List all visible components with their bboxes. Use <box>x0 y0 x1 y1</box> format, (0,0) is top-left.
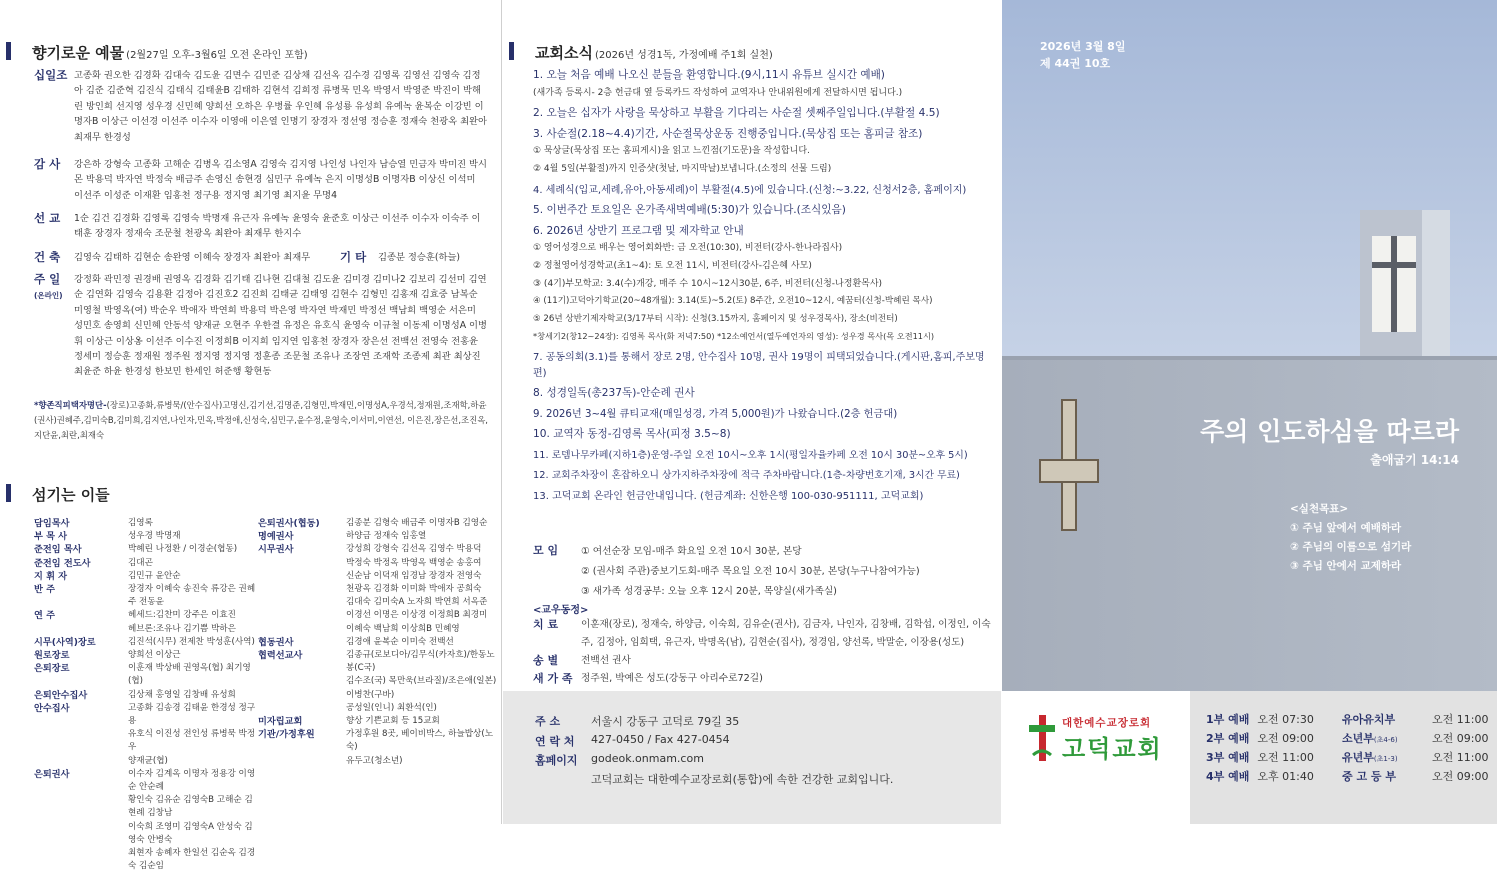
issue-date: 2026년 3월 8일 <box>1040 40 1126 53</box>
staff-role <box>258 609 346 622</box>
news-item: 7. 공동의회(3.1)를 통해서 장로 2명, 안수집사 10명, 권사 19명이 피택되었습니다.(게시판,홈피,주보명편) <box>533 351 985 379</box>
staff-names: 김민규 윤안순 <box>128 570 181 581</box>
staff-role <box>258 675 346 701</box>
news-sub-item: ④ (11기)고덕아기학교(20~48개월): 3.14(토)~5.2(토) 8주간, 오전10~12시, 예꿈터(신청-박혜린 목사) <box>533 296 933 307</box>
offering-group-tithe: 십일조 고종화 권오한 김경화 김대숙 김도윤 김면수 김민준 김상채 김선옥 김수경 김영록 김영선 김영숙 김정아 김준 김준혁 김진식 김태식 김태윤B 김태하 김현석 김희정 류병묵 민옥 박영서 박영준 박진이 박해린 방인희 선지영 성우경 신민혜 양희선 오하은 우병률 우인혜 유성룡 유성희 유예녹 윤복순 이강빈 이명자B 이상근 이선경 이선주 이수자 이영애 이은열 인명기 장경자 정선영 정승훈 정재숙 천광옥 최완아 최재무 한경성 <box>34 68 488 143</box>
church-cross-logo-icon <box>1029 715 1055 761</box>
staff-names: 헤세드:김찬미 강주은 이효진 <box>128 610 236 621</box>
staff-names: 양재균(협) <box>128 755 168 766</box>
staff-names: 박혜린 나정환 / 이경순(협동) <box>128 544 238 555</box>
staff-names: 김대숙 김미숙A 노자희 박연희 서옥준 <box>346 597 488 608</box>
church-name: 고덕교회 <box>1062 735 1163 763</box>
staff-row <box>258 649 498 675</box>
staff-row <box>34 821 260 847</box>
staff-names: 이수자 김계옥 이명자 정용강 이영순 안순례 <box>128 768 256 793</box>
news-item: 6. 2026년 상반기 프로그램 및 제자학교 안내 <box>533 224 744 237</box>
staff-names: 김경애 윤복순 이미숙 전백선 <box>346 636 454 647</box>
staff-role: 지 휘 자 <box>34 570 68 582</box>
news-sub-item: ① 영어성경으로 배우는 영어회화반: 금 오전(10:30), 비전터(강사-한나라집사) <box>533 243 843 254</box>
staff-heading: 섬기는 이들 <box>32 484 110 505</box>
cover-verse: 출애굽기 14:14 <box>1370 453 1459 467</box>
school-time: 소년부(초4-6) 오전 09:00 <box>1342 732 1489 745</box>
staff-names: 유두고(청소년) <box>346 755 403 766</box>
meetings-label: 모 임 <box>533 544 559 557</box>
staff-role <box>34 821 128 847</box>
news-item: 4. 세례식(입교,세례,유아,아동세례)이 부활절(4.5)에 있습니다.(신청:~3.22, 신청서2층, 홈페이지) <box>533 184 967 196</box>
staff-row <box>258 609 498 622</box>
staff-names: 이숙희 조영미 김영숙A 안성숙 김영숙 안병숙 <box>128 821 253 845</box>
heading-bar <box>509 42 514 60</box>
school-time: 유년부(초1-3) 오전 11:00 <box>1342 751 1489 764</box>
staff-names: 김진석(시무) 전제찬 박성훈(사역) <box>128 636 255 647</box>
church-logo <box>1002 691 1190 824</box>
staff-names: 유호식 이진성 전인성 류병묵 박정우 <box>128 729 256 753</box>
staff-row <box>258 570 498 583</box>
staff-names: 김대곤 <box>128 557 153 568</box>
staff-right-list <box>258 517 498 768</box>
staff-role <box>34 794 128 820</box>
news-item: 11. 로뎀나무카페(지하1층)운영-주일 오전 10시~오후 1시(평일자율카페 오전 10시 30분~오후 5시) <box>533 449 968 461</box>
news-item: 1. 오늘 처음 예배 나오신 분들을 환영합니다.(9시,11시 유튜브 실시간 예배) <box>533 69 885 81</box>
news-sub-item: ⑤ 26년 상반기제자학교(3/17부터 시작): 신청(3.15까지, 홈페이지 및 성우경목사), 장소(비전터) <box>533 313 898 324</box>
staff-row <box>34 557 260 570</box>
staff-row <box>34 662 260 688</box>
staff-role <box>258 583 346 596</box>
honor-list: *향존직피택자명단-(장로)고종화,류병묵/(안수집사)고명신,김기선,김명준,김형민,박재민,이명성A,우경석,정재원,조재학,하윤 (권사)권혜주,김미숙B,김미희,김지연,나인자,민옥,박정애,신성숙,심민구,윤수정,윤영숙,이서미,이연선, 이은진,장은선,조진옥,지단윤,최란,최재숙 <box>34 400 488 440</box>
staff-role: 반 주 <box>34 584 55 596</box>
issue-info <box>1040 38 1125 72</box>
issue-volume: 제 44권 10호 <box>1040 57 1111 70</box>
staff-names: 김상채 홍영일 김창배 유성희 <box>128 689 236 700</box>
staff-row <box>34 609 260 622</box>
heading-bar <box>6 42 11 60</box>
staff-names: 김수조(국) 목만욱(브라질)/조은애(일본) 이병찬(구바) <box>346 676 497 700</box>
staff-names: 이훈재 박상배 권영옥(협) 최기영(협) <box>128 663 251 687</box>
chapel-illustration <box>1002 0 1497 691</box>
staff-names: 김종규(로보디아/김무식(카자흐)/한동노봉(C국) <box>346 650 495 674</box>
staff-row <box>34 543 260 556</box>
staff-names: 김종분 김형숙 배금주 이명자B 김영순 <box>346 518 488 528</box>
staff-names: 가정후원 8곳, 베이비박스, 하늘밥상(노숙) <box>346 729 494 753</box>
offering-group-sunday: 주 일 (온라인) 강정화 곽민정 권경배 권영옥 김경화 김기태 김나현 김대철 김도윤 김미경 김미나2 김보리 김선미 김연순 김연화 김영숙 김용환 김정아 김진호2 김진희 김태균 김태영 김현수 김형민 김홍재 김효중 남복순 미영철 박영옥(여) 박순우 박애자 박연희 박용덕 박은영 박자연 박재민 박정선 백남희 백영순 서은미 성민호 송영희 신민혜 안동석 양재균 오현주 우한결 유정은 유호식 윤영숙 이규철 이동제 이명성A 이병휘 이상근 이상옹 이선주 이수진 이정희B 이지희 임지연 임홍천 장경자 장은선 전백선 전영숙 전홍윤 정세미 정승훈 정재원 정주원 정지영 정지영 정훈종 조문철 조유나 조장연 조재학 조종제 최관 최상진 최윤준 하윤 한경성 한보민 한세인 허준행 황현동 <box>34 272 487 378</box>
staff-row <box>34 702 260 728</box>
staff-role <box>258 755 346 768</box>
service-times <box>1190 691 1497 824</box>
staff-role: 협동권사 <box>258 636 294 648</box>
service-time: 2부 예배 오전 09:00 <box>1206 732 1314 745</box>
offerings-panel <box>0 0 502 872</box>
news-item: 13. 고덕교회 온라인 헌금안내입니다. (헌금계좌: 신한은행 100-030-951111, 고덕교회) <box>533 491 924 503</box>
staff-names: 헤브론:조유나 김기쁨 박하은 <box>128 623 236 634</box>
news-panel <box>503 0 1001 824</box>
staff-role <box>34 755 128 768</box>
staff-names: 고종화 김송경 김태윤 한경성 정구용 <box>128 702 256 727</box>
staff-names: 최현자 송혜자 한일선 김순옥 김경숙 김순임 <box>128 848 256 872</box>
news-item: 12. 교회주차장이 혼잡하오니 상가지하주차장에 적극 주차바랍니다.(1층-차량번호기재, 3시간 무료) <box>533 470 960 482</box>
staff-row <box>34 755 260 768</box>
staff-row <box>258 755 498 768</box>
news-item: 10. 교역자 동정-김영록 목사(피정 3.5~8) <box>533 428 731 441</box>
news-sub-item: ③ (4기)부모학교: 3.4(수)개강, 매주 수 10시~12시30분, 6주, 비전터(신청-나정환목사) <box>533 278 883 289</box>
staff-left-list <box>34 517 260 873</box>
staff-row <box>34 583 260 609</box>
staff-row <box>258 583 498 596</box>
cover-panel <box>1002 0 1497 824</box>
staff-names: 공성일(인니) 최환석(인) <box>346 702 437 713</box>
staff-row <box>34 570 260 583</box>
news-item: 2. 오늘은 십자가 사랑을 묵상하고 부활을 기다리는 사순절 셋째주일입니다.(부활절 4.5) <box>533 107 940 120</box>
staff-names: 황인숙 김유순 김영숙B 고해순 김현례 김창남 <box>128 795 253 819</box>
staff-role: 시무권사 <box>258 544 294 556</box>
staff-row <box>34 623 260 636</box>
staff-names: 양희선 이상근 <box>128 650 181 661</box>
staff-role: 명예권사 <box>258 531 294 543</box>
staff-role <box>258 702 346 715</box>
staff-role: 준전임 목사 <box>34 544 82 556</box>
staff-names: 하양금 정재숙 임홍열 <box>346 531 427 542</box>
members-heading: <교우동정> <box>533 605 589 616</box>
school-time: 중 고 등 부 오전 09:00 <box>1342 770 1489 783</box>
offering-group-other: 기 타 김종분 정승훈(하늘) <box>340 250 461 264</box>
offering-group-mission: 선 교 1순 김건 김경화 김영록 김영숙 박명재 유근자 유예녹 윤영숙 윤준호 이상근 이선주 이수자 이숙주 이태훈 장경자 정재숙 조문철 천광옥 최완아 최재무 한지수 <box>34 211 481 240</box>
staff-role <box>34 623 128 636</box>
staff-row <box>258 543 498 556</box>
staff-names: 성우경 박명재 <box>128 531 181 542</box>
cover-photo <box>1002 0 1497 691</box>
staff-row <box>34 689 260 702</box>
staff-names: 이혜숙 백남희 이상희B 민혜영 <box>346 623 460 634</box>
homepage-link[interactable]: godeok.onmam.com <box>591 752 704 765</box>
offerings-subtitle: (2월27일 오후-3월6일 오전 온라인 포함) <box>126 50 308 61</box>
news-note: (새가족 등록시- 2층 헌금대 옆 등록카드 작성하여 교역자나 안내위원에게 전달하시면 됩니다.) <box>533 87 903 98</box>
school-time: 유아유치부 오전 11:00 <box>1342 713 1489 726</box>
staff-role <box>34 847 128 873</box>
staff-role <box>258 570 346 583</box>
staff-role: 미자립교회 <box>258 716 303 728</box>
cover-theme: 주의 인도하심을 따르라 <box>1200 417 1459 446</box>
service-time: 4부 예배 오후 01:40 <box>1206 770 1314 783</box>
news-item: 5. 이번주간 토요일은 온가족새벽예배(5:30)가 있습니다.(조식있음) <box>533 204 846 217</box>
staff-role: 기관/가정후원 <box>258 729 315 741</box>
staff-role: 은퇴안수집사 <box>34 689 88 701</box>
news-item: 9. 2026년 3~4월 큐티교재(매일성경, 가격 5,000원)가 나왔습니다.(2층 헌금대) <box>533 408 898 420</box>
staff-row <box>258 675 498 701</box>
staff-role: 담임목사 <box>34 518 70 529</box>
staff-row <box>34 636 260 649</box>
staff-role <box>258 557 346 570</box>
staff-row <box>34 847 260 873</box>
church-info: 주 소 서울시 강동구 고덕로 79길 35 연 락 처 427-0450 / Fax 427-0454 홈페이지 godeok.onmam.com 고덕교회는 대한예수교장로회(통합)에 속한 건강한 교회입니다. <box>503 691 1001 824</box>
news-sub-item: *창세기2(창12~24장): 김영록 목사(화 저녁7:50) *12소예언서(열두예언자의 영성): 성우경 목사(목 오전11시) <box>533 331 935 342</box>
online-sublabel: (온라인) <box>34 291 63 300</box>
staff-row <box>34 530 260 543</box>
staff-names: 신순남 이덕재 임경남 장경자 전영숙 <box>346 570 482 581</box>
staff-row <box>258 530 498 543</box>
offerings-heading: 향기로운 예물 (2월27일 오후-3월6일 오전 온라인 포함) <box>32 42 308 63</box>
staff-role: 원로장로 <box>34 650 70 662</box>
staff-names: 향상 기쁜교회 등 15교회 <box>346 716 440 727</box>
staff-row <box>258 517 498 530</box>
staff-row <box>258 623 498 636</box>
staff-row <box>258 596 498 609</box>
staff-names: 강성희 강형숙 김선옥 김영수 박용덕 <box>346 544 482 555</box>
staff-names: 김영록 <box>128 518 153 528</box>
news-heading: 교회소식 (2026년 성경1독, 가정예배 주1회 실천) <box>535 42 773 63</box>
staff-role: 시무(사역)장로 <box>34 636 96 648</box>
staff-row <box>34 728 260 754</box>
staff-row <box>258 636 498 649</box>
staff-row <box>258 557 498 570</box>
denomination-name: 대한예수교장로회 <box>1062 717 1152 729</box>
staff-role: 준전임 전도사 <box>34 557 91 569</box>
staff-role: 은퇴장로 <box>34 663 70 675</box>
news-item: 8. 성경일독(총237독)-안순례 권사 <box>533 387 695 400</box>
news-sub-item: ② 정철영어성경학교(초1~4): 토 오전 11시, 비전터(강사-김은혜 사모) <box>533 260 812 271</box>
news-sub-item: ① 묵상글(묵상집 또는 홈피게시)을 읽고 느낀점(기도문)을 작성합니다. <box>533 146 810 157</box>
member-news: 치 료 이훈재(장로), 정재숙, 하양금, 이숙희, 김유순(권사), 김금자, 나인자, 김창배, 김학섭, 이정인, 이숙주, 김정아, 임희택, 유근자, 박명옥(남), 김현순(집사), 정경임, 양선록, 박말순, 이장용(성도) 송 별 전백선 권사 새 가 족 정주원, 박예은 성도(강동구 아리수로72길) <box>533 618 991 685</box>
staff-role <box>258 596 346 609</box>
meetings: 모 임 ① 여선순장 모임-매주 화요일 오전 10시 30분, 본당 ② (권사회 주관)중보기도회-매주 목요일 오전 10시 30분, 본당(누구나참여가능) ③ 새가족 성경공부: 오늘 오후 12시 20분, 목양실(새가족실) <box>533 541 993 601</box>
staff-row <box>34 517 260 530</box>
service-time: 1부 예배 오전 07:30 <box>1206 713 1314 726</box>
staff-role: 은퇴권사(협동) <box>258 518 320 529</box>
staff-role: 은퇴권사 <box>34 768 70 780</box>
staff-row <box>258 702 498 715</box>
staff-row <box>258 715 498 728</box>
staff-names: 천광옥 김경화 이미화 박애자 공희숙 <box>346 584 482 595</box>
news-sub-item: ② 4월 5일(부활절)까지 인증샷(첫날, 마지막날)보냅니다.(소정의 선물 드림) <box>533 163 832 174</box>
staff-names: 이경선 이명은 이상경 이정희B 최경미 <box>346 610 488 621</box>
news-list <box>533 68 993 510</box>
offering-group-thanks: 감 사 강은하 강형숙 고종화 고해순 김병옥 김소영A 김영숙 김지영 나인성 나인자 남승열 민금자 박미진 박시몬 박용덕 박자연 박정숙 배금주 손영신 송현경 심민구 유예녹 은지 이명성B 이명자B 이상신 이석미 이선주 이성준 이재환 임홍천 정구용 정지영 최기영 최지윤 무명4 <box>34 157 487 201</box>
staff-row <box>34 768 260 794</box>
offering-group-building: 건 축 김영숙 김태하 김현순 송완영 이혜숙 장경자 최완아 최재무 <box>34 250 311 264</box>
staff-row <box>34 794 260 820</box>
staff-names: 박정숙 박정옥 박영옥 백영순 송홍여 <box>346 557 482 568</box>
news-subtitle: (2026년 성경1독, 가정예배 주1회 실천) <box>594 50 773 61</box>
heading-bar <box>6 484 11 502</box>
staff-role <box>34 728 128 754</box>
staff-role: 부 목 사 <box>34 531 68 543</box>
news-item: 3. 사순절(2.18~4.4)기간, 사순절묵상운동 진행중입니다.(묵상집 또는 홈피글 참조) <box>533 127 923 140</box>
staff-role: 협력선교사 <box>258 650 303 662</box>
staff-row <box>258 728 498 754</box>
staff-row <box>34 649 260 662</box>
service-time: 3부 예배 오전 11:00 <box>1206 751 1314 764</box>
staff-names: 장경자 이혜숙 송진숙 류강은 권혜주 전동윤 <box>128 584 256 608</box>
staff-role: 안수집사 <box>34 702 70 714</box>
staff-role: 연 주 <box>34 610 55 622</box>
practice-goals: <실천목표> ① 주님 앞에서 예배하라 ② 주님의 이름으로 섬기라 ③ 주님 안에서 교제하라 <box>1290 503 1412 572</box>
staff-role <box>258 623 346 636</box>
